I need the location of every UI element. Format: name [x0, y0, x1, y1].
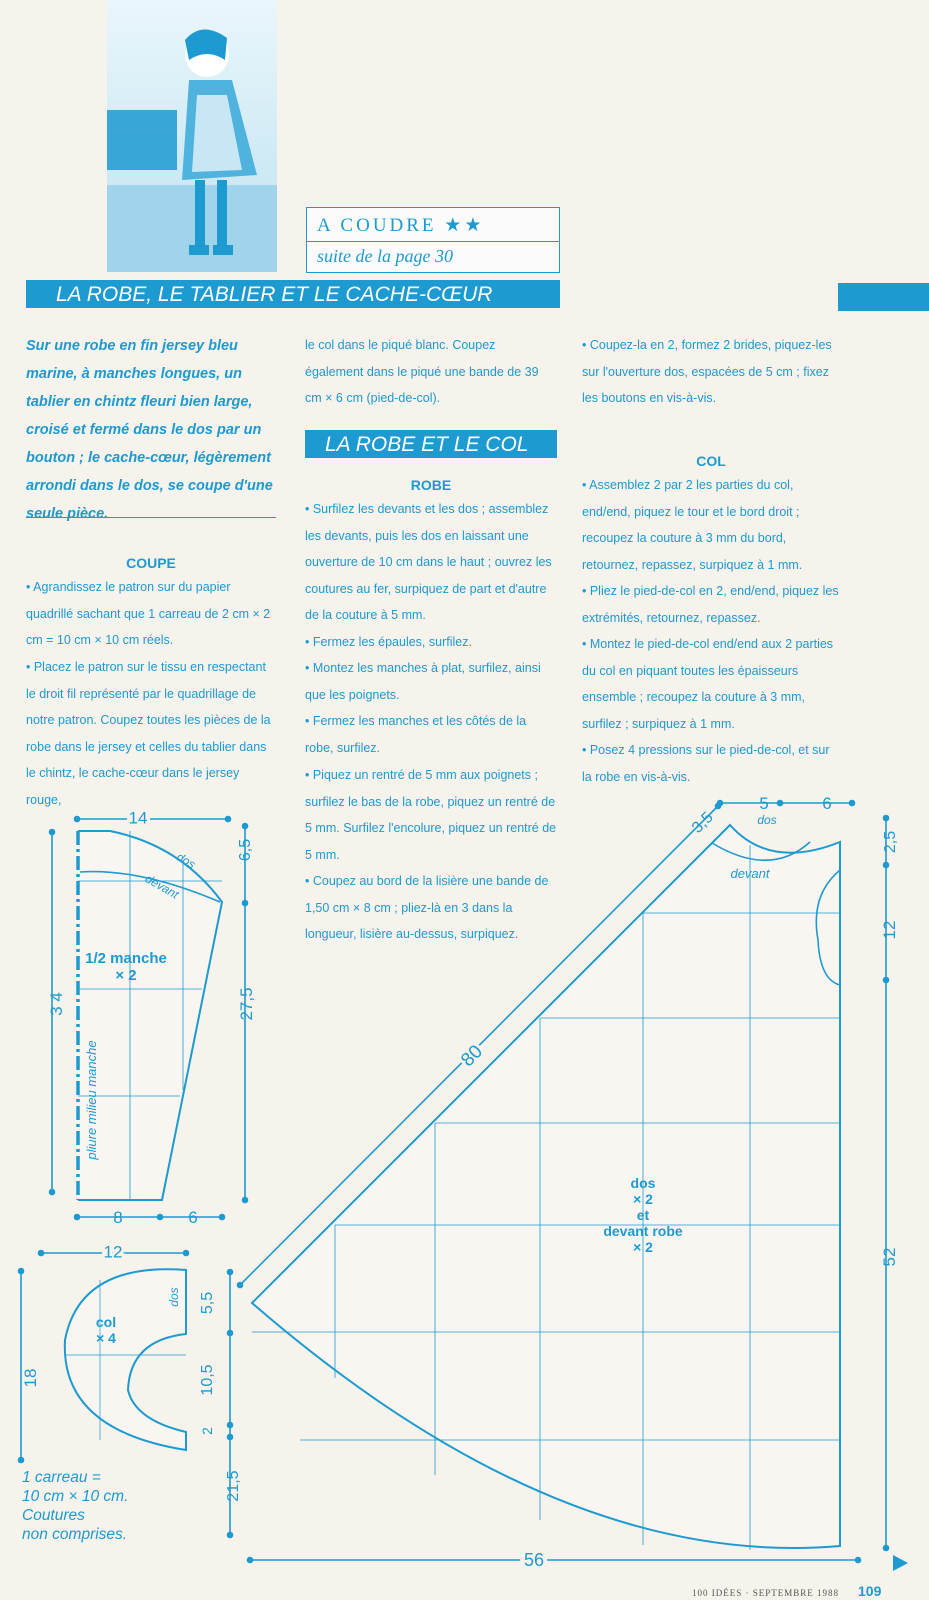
- box-subtitle: suite de la page 30: [317, 246, 453, 266]
- main-banner: LA ROBE, LE TABLIER ET LE CACHE-CŒUR: [26, 280, 560, 308]
- col-p3: • Montez le pied-de-col end/end aux 2 parties du col en piquant toutes les épaisseurs ensemble ; recoupez la couture à 3 mm, surfilez ; surpiquez à 1 mm.: [582, 637, 834, 731]
- dress-label-5: × 2: [633, 1239, 653, 1255]
- dress-diag-35: 3,5: [688, 808, 717, 837]
- collar-w: 12: [103, 1242, 123, 1262]
- sleeve-dos: dos: [174, 849, 198, 872]
- sleeve-count: × 2: [115, 967, 137, 984]
- dress-right-12: 12: [880, 920, 899, 940]
- dress-dos: dos: [757, 813, 777, 827]
- next-page-arrow: [893, 1555, 908, 1571]
- col2-top: le col dans le piqué blanc. Coupez également dans le piqué une bande de 39 cm × 6 cm (pied-de-col).: [305, 338, 539, 406]
- col3-top: • Coupez-la en 2, formez 2 brides, piquez-les sur l'ouverture dos, espacées de 5 cm ; fixez les boutons en vis-à-vis.: [582, 338, 832, 406]
- dress-right-52: 52: [880, 1247, 899, 1267]
- sleeve-w-b2: 6: [188, 1208, 198, 1227]
- page-number: 109: [858, 1583, 882, 1599]
- dress-left-55: 5,5: [199, 1291, 216, 1315]
- sleeve-h-top: 6,5: [237, 838, 254, 862]
- box-title: A COUDRE ★★: [317, 215, 485, 236]
- sleeve-devant: devant: [142, 871, 182, 902]
- col-p1: • Assemblez 2 par 2 les parties du col, end/end, piquez le tour et le bord droit ; recoupez la couture à 3 mm du bord, retournez, repassez, surpiquez à 1 mm.: [582, 478, 803, 572]
- coupe-p2: • Placez le patron sur le tissu en respectant le droit fil représenté par le quadrillage de notre patron. Coupez toutes les pièces de la robe dans le jersey et celles du tablier dans le chintz, le cache-cœur dans le jersey rouge,: [26, 660, 271, 807]
- sleeve-h-body: 27,5: [237, 987, 256, 1021]
- collar-h: 18: [21, 1368, 40, 1388]
- sleeve-fold: pliure milieu manche: [84, 1040, 99, 1160]
- robe-p2: • Fermez les épaules, surfilez.: [305, 635, 472, 649]
- robe-p3: • Montez les manches à plat, surfilez, ainsi que les poignets.: [305, 661, 541, 702]
- robe-p1: • Surfilez les devants et les dos ; assemblez les devants, puis les dos en laissant une ouverture de 10 cm dans le haut ; ouvrez les coutures au fer, surpiquez de part et d'autre de la couture à 5 mm.: [305, 502, 552, 623]
- dress-right-25: 2,5: [882, 830, 899, 854]
- dress-top-6: 6: [822, 794, 832, 813]
- col-p4: • Posez 4 pressions sur le pied-de-col, et sur la robe en vis-à-vis.: [582, 743, 830, 784]
- sleeve-h-total: 3 4: [47, 992, 66, 1016]
- scale-note-3: Coutures: [22, 1507, 85, 1524]
- dress-top-5: 5: [759, 794, 769, 813]
- sleeve-w-top: 14: [128, 808, 148, 828]
- collar-count: × 4: [96, 1330, 116, 1346]
- col-p2: • Pliez le pied-de-col en 2, end/end, piquez les extrémités, retournez, repassez.: [582, 584, 839, 625]
- dress-label-3: et: [636, 1207, 650, 1223]
- robe-p6: • Coupez au bord de la lisière une bande de 1,50 cm × 8 cm ; pliez-là en 3 dans la longueur, lisière au-dessus, surpiquez.: [305, 874, 549, 942]
- col-heading: COL: [696, 453, 726, 469]
- collar-dos: dos: [167, 1287, 181, 1307]
- intro-text: Sur une robe en fin jersey bleu marine, à manches longues, un tablier en chintz fleuri bien large, croisé et fermé dans le dos par un bouton ; le cache-cœur, légèrement arrondi dans le dos, se coupe d'une seule pièce.: [26, 338, 273, 522]
- sleeve-w-b1: 8: [113, 1208, 123, 1227]
- robe-col-banner: LA ROBE ET LE COL: [305, 430, 557, 458]
- collar-name: col: [95, 1314, 117, 1330]
- scale-note-4: non comprises.: [22, 1526, 128, 1543]
- dress-diag-80: 80: [457, 1041, 488, 1072]
- dress-piece: [228, 801, 889, 1563]
- scale-note-2: 10 cm × 10 cm.: [22, 1488, 129, 1505]
- dress-label-4: devant robe: [603, 1223, 683, 1239]
- sleeve-name: 1/2 manche: [85, 950, 167, 967]
- robe-p4: • Fermez les manches et les côtés de la robe, surfilez.: [305, 714, 527, 755]
- robe-p5: • Piquez un rentré de 5 mm aux poignets ; surfilez le bas de la robe, piquez un rentré de 5 mm. Surfilez l'encolure, piquez un rentré de 5 mm.: [305, 768, 557, 862]
- collar-piece: [19, 1251, 189, 1463]
- dress-devant: devant: [730, 866, 770, 881]
- scale-note-1: 1 carreau =: [22, 1469, 101, 1486]
- footer-text: 100 IDÉES · SEPTEMBRE 1988: [692, 1588, 840, 1598]
- dress-label-1: dos: [630, 1175, 656, 1191]
- coupe-p1: • Agrandissez le patron sur du papier quadrillé sachant que 1 carreau de 2 cm × 2 cm = 10 cm × 10 cm réels.: [26, 580, 271, 648]
- coupe-heading: COUPE: [126, 555, 176, 571]
- dress-bottom-56: 56: [523, 1550, 545, 1570]
- dress-left-215: 21,5: [225, 1470, 242, 1502]
- dress-left-105: 10,5: [199, 1364, 216, 1396]
- dress-label-2: × 2: [633, 1191, 653, 1207]
- robe-heading: ROBE: [410, 477, 452, 493]
- dress-left-2: 2: [199, 1427, 215, 1435]
